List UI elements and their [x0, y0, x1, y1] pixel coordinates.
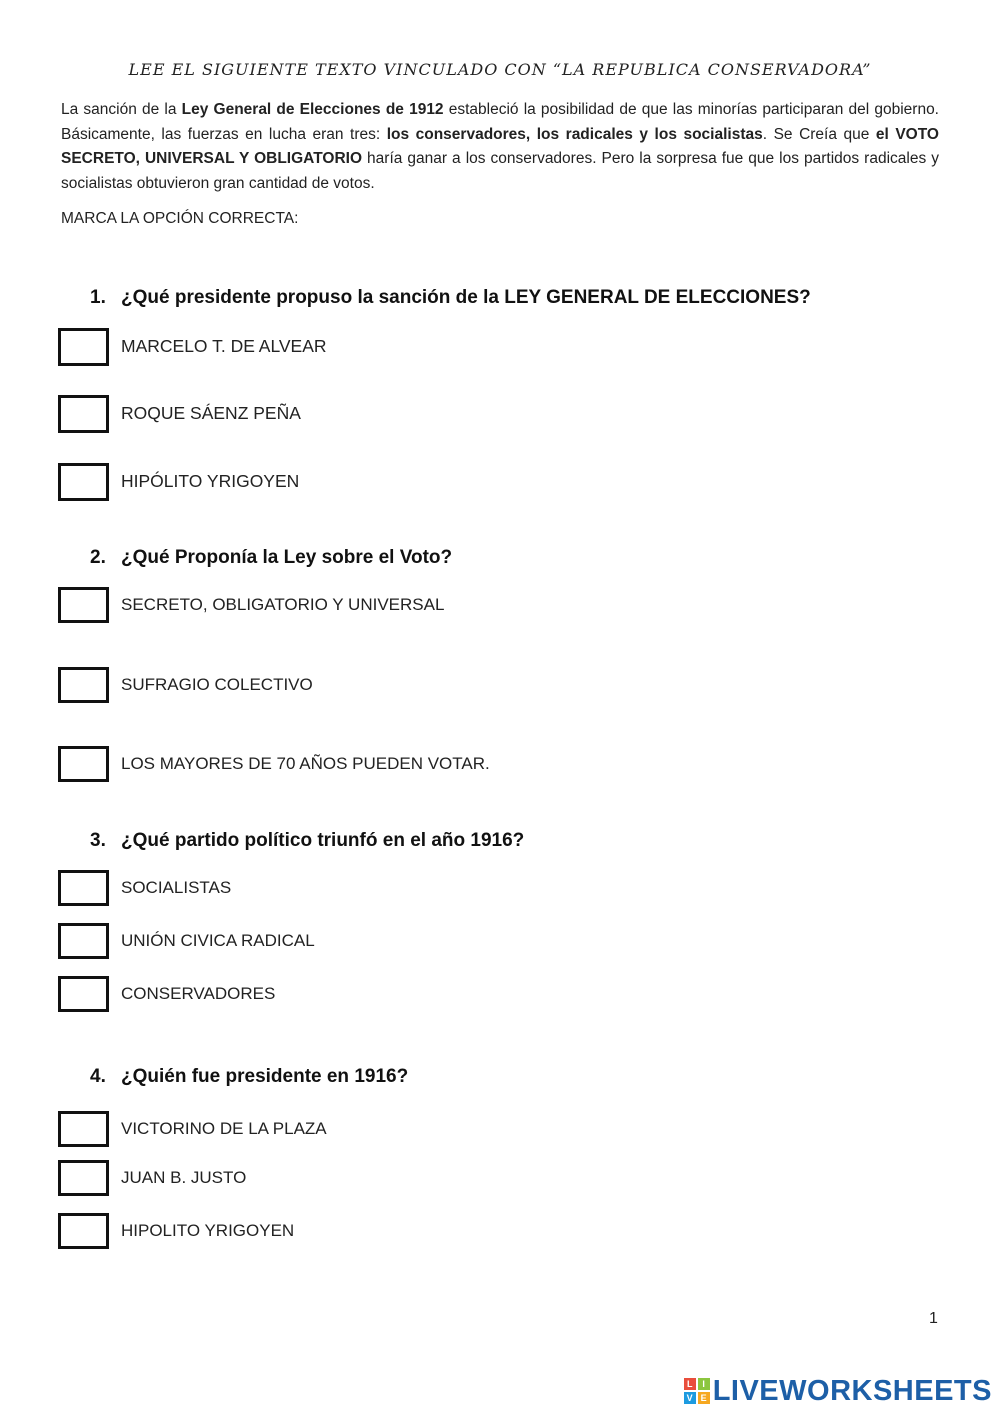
answer-checkbox[interactable] [58, 870, 109, 906]
logo-tile: I [698, 1378, 710, 1390]
answer-option[interactable] [58, 746, 758, 782]
answer-label: VICTORINO DE LA PLAZA [121, 1119, 327, 1138]
question-3: 3. ¿Qué partido político triunfó en el año 1916? [90, 830, 525, 851]
answer-checkbox[interactable] [58, 746, 109, 782]
answer-checkbox[interactable] [58, 328, 109, 366]
intro-paragraph: La sanción de la Ley General de Elecciones de 1912 estableció la posibilidad de que las minorías participaran del gobierno. Básicamente, las fuerzas en lucha eran tres: los conservadores, los radicales y los socialistas. Se Creía que el VOTO SECRETO, UNIVERSAL Y OBLIGATORIO haría ganar a los conservadores. Pero la sorpresa fue que los partidos radicales y socialistas obtuvieron gran cantidad de votos. [61, 101, 939, 192]
question-4: 4. ¿Quién fue presidente en 1916? [90, 1066, 409, 1087]
answer-option[interactable] [58, 1213, 758, 1249]
answer-option[interactable] [58, 587, 758, 623]
answer-option[interactable] [58, 976, 758, 1012]
answer-option[interactable] [58, 923, 758, 959]
answer-checkbox[interactable] [58, 923, 109, 959]
answer-label: MARCELO T. DE ALVEAR [121, 336, 327, 356]
answer-label: JUAN B. JUSTO [121, 1168, 247, 1187]
worksheet-title: LEE EL SIGUIENTE TEXTO VINCULADO CON “LA REPUBLICA CONSERVADORA” [128, 60, 872, 79]
answer-option[interactable] [58, 463, 758, 499]
answer-checkbox[interactable] [58, 667, 109, 703]
answer-checkbox[interactable] [58, 395, 109, 433]
brand-name: LIVEWORKSHEETS [712, 1374, 992, 1407]
logo-tile: E [698, 1392, 710, 1404]
answer-checkbox[interactable] [58, 463, 109, 501]
answer-option[interactable] [58, 1111, 758, 1147]
liveworksheets-logo-icon [684, 1378, 710, 1404]
instruction-text: MARCA LA OPCIÓN CORRECTA: [61, 210, 299, 227]
answer-option[interactable] [58, 667, 758, 703]
answer-checkbox[interactable] [58, 1213, 109, 1249]
logo-tile: V [684, 1392, 696, 1404]
answer-label: UNIÓN CIVICA RADICAL [121, 931, 315, 950]
answer-checkbox[interactable] [58, 1111, 109, 1147]
logo-tile: L [684, 1378, 696, 1390]
answer-checkbox[interactable] [58, 976, 109, 1012]
answer-option[interactable] [58, 1160, 758, 1196]
answer-label: LOS MAYORES DE 70 AÑOS PUEDEN VOTAR. [121, 754, 490, 773]
liveworksheets-brand [684, 1375, 992, 1407]
answer-label: HIPOLITO YRIGOYEN [121, 1221, 295, 1240]
answer-checkbox[interactable] [58, 587, 109, 623]
answer-label: HIPÓLITO YRIGOYEN [121, 471, 300, 491]
answer-label: ROQUE SÁENZ PEÑA [121, 403, 301, 423]
answer-checkbox[interactable] [58, 1160, 109, 1196]
answer-label: CONSERVADORES [121, 984, 276, 1003]
answer-option[interactable] [58, 870, 758, 906]
question-2: 2. ¿Qué Proponía la Ley sobre el Voto? [90, 547, 453, 568]
answer-label: SECRETO, OBLIGATORIO Y UNIVERSAL [121, 595, 445, 614]
answer-option[interactable] [58, 395, 758, 431]
page-number: 1 [929, 1310, 938, 1327]
answer-option[interactable] [58, 328, 758, 364]
answer-label: SUFRAGIO COLECTIVO [121, 675, 313, 694]
answer-label: SOCIALISTAS [121, 878, 232, 897]
question-1: 1. ¿Qué presidente propuso la sanción de la LEY GENERAL DE ELECCIONES? [90, 287, 811, 308]
